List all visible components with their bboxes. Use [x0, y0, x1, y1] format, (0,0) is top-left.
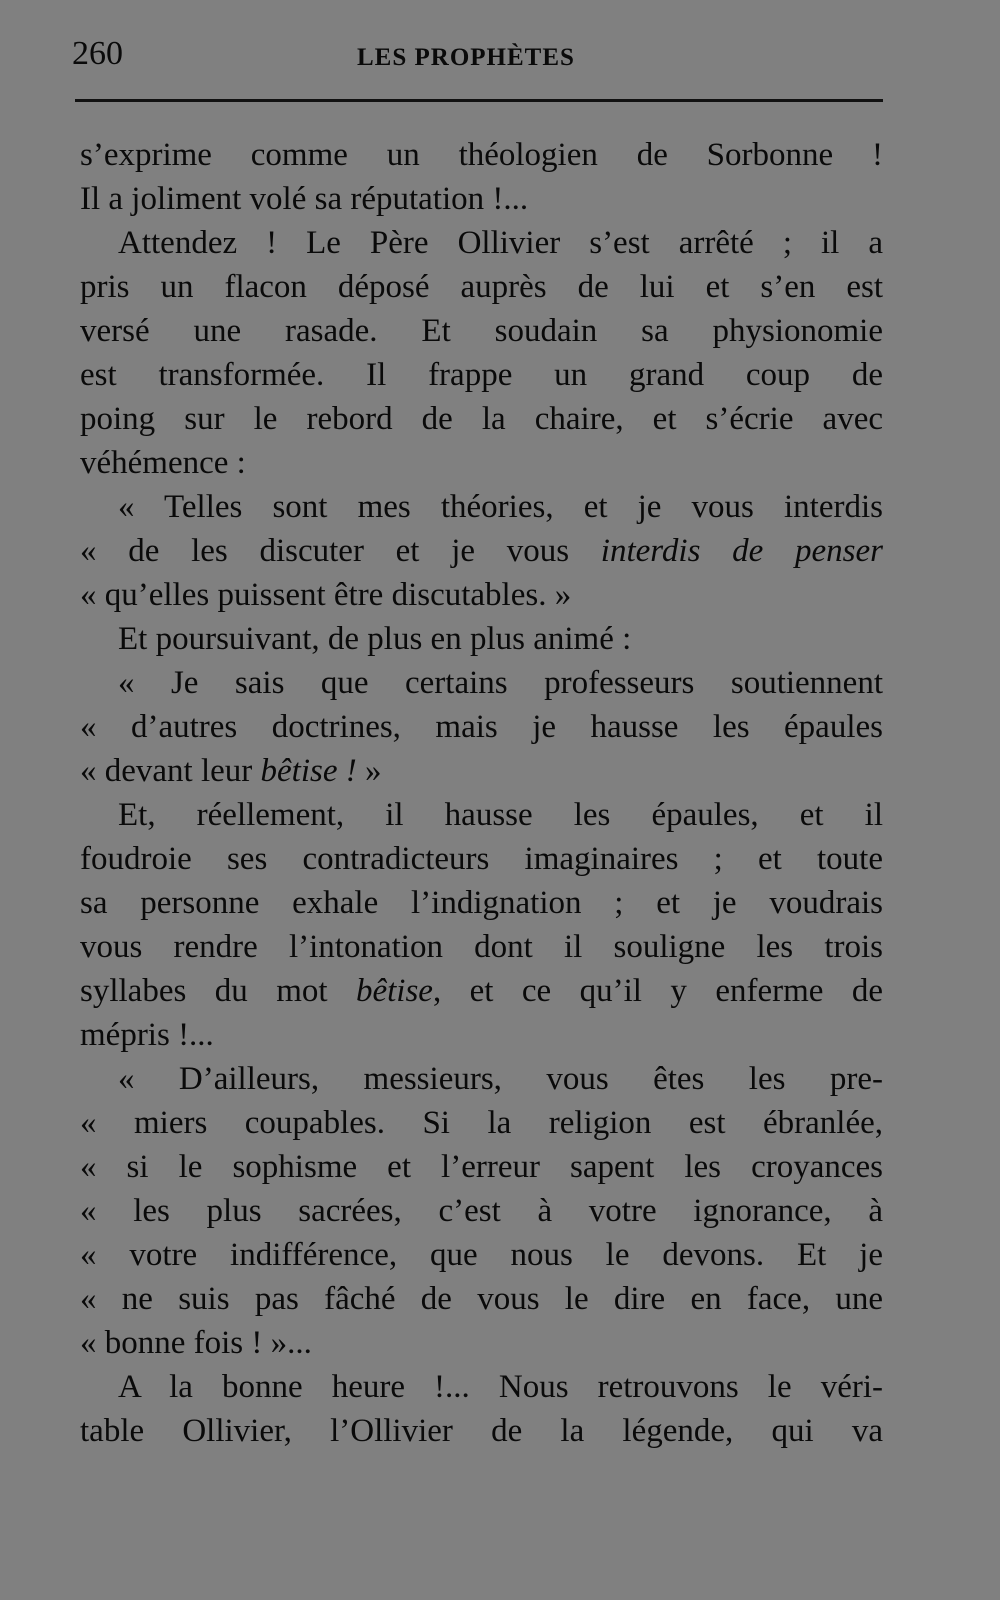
quote-line: « Je sais que certains professeurs soutiennent — [118, 665, 883, 701]
quote-line: « votre indifférence, que nous le devons. Et je — [80, 1237, 883, 1273]
text-line: Et poursuivant, de plus en plus animé : — [118, 621, 632, 657]
text-line: véhémence : — [80, 445, 246, 481]
text-line — [80, 969, 883, 1013]
quote-line — [80, 529, 883, 573]
quote-line: « d’autres doctrines, mais je hausse les épaules — [80, 709, 883, 745]
text-line: poing sur le rebord de la chaire, et s’écrie avec — [80, 401, 883, 437]
emphasis-text: interdis de penser — [600, 533, 883, 569]
text-line: versé une rasade. Et soudain sa physionomie — [80, 313, 883, 349]
text-line: Et, réellement, il hausse les épaules, et il — [118, 797, 883, 833]
text-line: Il a joliment volé sa réputation !... — [80, 181, 529, 217]
page-number: 260 — [72, 35, 123, 72]
page-header — [72, 32, 882, 82]
text-line: A la bonne heure !... Nous retrouvons le véri- — [118, 1369, 883, 1405]
text-line: foudroie ses contradicteurs imaginaires ; et toute — [80, 841, 883, 877]
quote-line: « ne suis pas fâché de vous le dire en face, une — [80, 1281, 883, 1317]
quote-line: « si le sophisme et l’erreur sapent les croyances — [80, 1149, 883, 1185]
text-line: table Ollivier, l’Ollivier de la légende, qui va — [80, 1413, 883, 1449]
text-line: s’exprime comme un théologien de Sorbonne ! — [80, 137, 883, 173]
text-line: est transformée. Il frappe un grand coup de — [80, 357, 883, 393]
body-text — [80, 133, 883, 1453]
quote-line — [80, 749, 883, 793]
text-line: pris un flacon déposé auprès de lui et s’en est — [80, 269, 883, 305]
quote-line-text: » — [356, 753, 382, 789]
emphasis-text: bêtise — [355, 973, 433, 1009]
quote-line-text: « devant leur — [80, 753, 261, 789]
quote-line: « miers coupables. Si la religion est ébranlée, — [80, 1105, 883, 1141]
header-rule — [75, 99, 883, 102]
text-line-part: syllabes du mot — [80, 973, 356, 1009]
quote-line-text: « de les discuter et je vous — [80, 533, 601, 569]
quote-line: « D’ailleurs, messieurs, vous êtes les pre- — [118, 1061, 883, 1097]
quote-line: « qu’elles puissent être discutables. » — [80, 577, 572, 613]
text-line: vous rendre l’intonation dont il souligne les trois — [80, 929, 883, 965]
text-line: sa personne exhale l’indignation ; et je voudrais — [80, 885, 883, 921]
quote-line: « Telles sont mes théories, et je vous interdis — [118, 489, 883, 525]
running-title: LES PROPHÈTES — [357, 44, 575, 71]
quote-line: « bonne fois ! »... — [80, 1325, 312, 1361]
text-line-part: , et ce qu’il y enferme de — [432, 973, 883, 1009]
text-line: Attendez ! Le Père Ollivier s’est arrêté ; il a — [118, 225, 883, 261]
emphasis-text: bêtise ! — [260, 753, 357, 789]
quote-line: « les plus sacrées, c’est à votre ignorance, à — [80, 1193, 883, 1229]
text-line: mépris !... — [80, 1017, 214, 1053]
